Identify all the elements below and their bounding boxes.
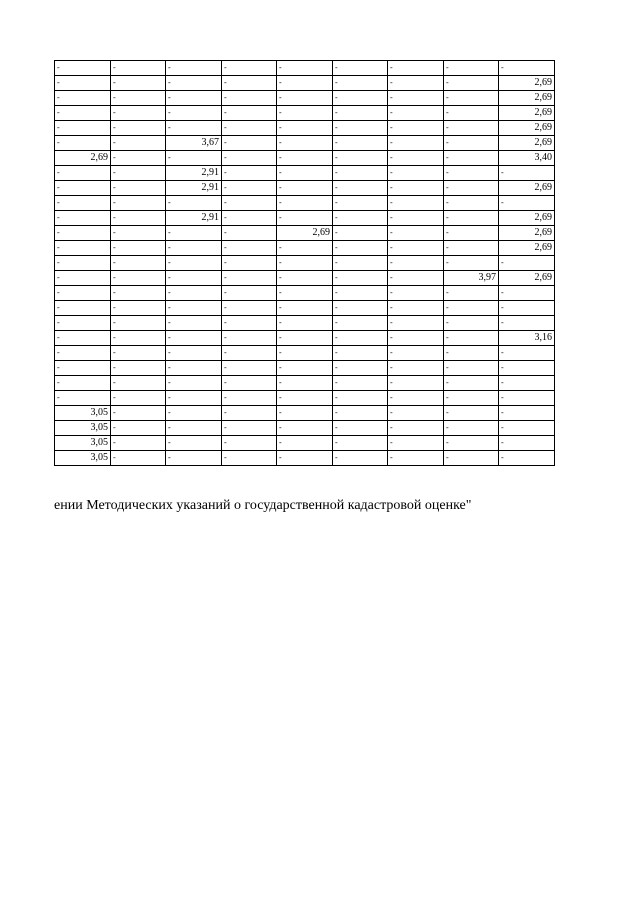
table-cell: -: [222, 211, 277, 226]
table-cell: -: [333, 271, 388, 286]
table-cell: -: [111, 421, 166, 436]
table-cell: -: [111, 121, 166, 136]
table-row: [55, 271, 555, 286]
table-cell: -: [388, 286, 444, 301]
table-cell: 2,69: [499, 91, 555, 106]
table-cell: -: [388, 361, 444, 376]
table-cell: -: [55, 136, 111, 151]
table-cell: 2,69: [277, 226, 333, 241]
table-cell: -: [333, 256, 388, 271]
table-row: [55, 346, 555, 361]
table-cell: -: [222, 121, 277, 136]
table-cell: -: [444, 436, 499, 451]
table-row: [55, 316, 555, 331]
table-cell: -: [277, 361, 333, 376]
table-cell: -: [388, 301, 444, 316]
table-cell: -: [388, 271, 444, 286]
table-cell: -: [277, 211, 333, 226]
table-cell: -: [111, 166, 166, 181]
table-cell: -: [166, 436, 222, 451]
table-cell: -: [55, 226, 111, 241]
table-cell: -: [388, 316, 444, 331]
table-cell: -: [222, 271, 277, 286]
table-cell: -: [388, 346, 444, 361]
table-cell: -: [333, 211, 388, 226]
table-cell: -: [277, 76, 333, 91]
table-cell: -: [444, 286, 499, 301]
table-cell: -: [222, 451, 277, 466]
table-cell: -: [333, 226, 388, 241]
table-cell: -: [55, 61, 111, 76]
table-cell: -: [166, 196, 222, 211]
table-cell: -: [166, 376, 222, 391]
table-cell: -: [444, 106, 499, 121]
table-cell: -: [388, 376, 444, 391]
table-cell: -: [55, 316, 111, 331]
table-cell: 2,69: [499, 181, 555, 196]
table-cell: -: [333, 151, 388, 166]
table-cell: -: [444, 391, 499, 406]
table-cell: -: [222, 391, 277, 406]
table-row: [55, 61, 555, 76]
table-cell: -: [388, 331, 444, 346]
table-cell: -: [111, 151, 166, 166]
table-cell: -: [444, 316, 499, 331]
table-cell: -: [277, 451, 333, 466]
table-cell: -: [277, 301, 333, 316]
table-cell: -: [111, 346, 166, 361]
table-cell: -: [444, 181, 499, 196]
table-cell: 2,69: [499, 121, 555, 136]
table-cell: 2,91: [166, 181, 222, 196]
table-cell: -: [333, 376, 388, 391]
table-cell: -: [388, 91, 444, 106]
table-cell: -: [222, 436, 277, 451]
table-cell: -: [499, 346, 555, 361]
table-cell: -: [333, 331, 388, 346]
table-cell: -: [444, 76, 499, 91]
table-cell: -: [55, 76, 111, 91]
data-table: [54, 60, 555, 466]
table-row: [55, 286, 555, 301]
table-cell: -: [388, 196, 444, 211]
table-cell: -: [277, 91, 333, 106]
table-row: [55, 136, 555, 151]
table-cell: -: [388, 151, 444, 166]
table-cell: -: [388, 256, 444, 271]
table-cell: -: [222, 151, 277, 166]
table-cell: -: [166, 91, 222, 106]
table-cell: -: [166, 121, 222, 136]
table-cell: -: [277, 331, 333, 346]
table-cell: -: [444, 451, 499, 466]
table-row: [55, 91, 555, 106]
table-cell: 3,05: [55, 406, 111, 421]
table-cell: -: [222, 421, 277, 436]
table-cell: -: [55, 391, 111, 406]
table-cell: -: [55, 286, 111, 301]
table-cell: -: [222, 106, 277, 121]
table-cell: -: [222, 241, 277, 256]
table-cell: -: [444, 256, 499, 271]
table-cell: -: [277, 271, 333, 286]
table-cell: -: [166, 421, 222, 436]
table-cell: -: [277, 316, 333, 331]
table-cell: -: [388, 211, 444, 226]
table-cell: -: [499, 286, 555, 301]
table-cell: -: [333, 91, 388, 106]
table-cell: -: [444, 421, 499, 436]
table-cell: -: [222, 316, 277, 331]
table-cell: -: [333, 346, 388, 361]
table-cell: -: [499, 421, 555, 436]
table-cell: -: [444, 241, 499, 256]
table-cell: -: [111, 436, 166, 451]
table-cell: -: [55, 121, 111, 136]
table-cell: -: [388, 421, 444, 436]
table-row: [55, 76, 555, 91]
table-cell: -: [444, 211, 499, 226]
table-cell: 2,69: [499, 136, 555, 151]
table-cell: -: [166, 391, 222, 406]
table-cell: -: [333, 451, 388, 466]
table-cell: -: [499, 361, 555, 376]
table-row: [55, 376, 555, 391]
table-cell: -: [166, 346, 222, 361]
table-cell: -: [166, 271, 222, 286]
table-cell: -: [333, 61, 388, 76]
table-cell: -: [277, 391, 333, 406]
table-cell: -: [333, 136, 388, 151]
table-cell: -: [222, 331, 277, 346]
table-cell: -: [55, 271, 111, 286]
table-cell: -: [55, 256, 111, 271]
table-cell: 2,69: [499, 241, 555, 256]
table-cell: -: [55, 166, 111, 181]
table-cell: -: [277, 166, 333, 181]
table-cell: -: [222, 76, 277, 91]
table-cell: -: [111, 406, 166, 421]
table-cell: -: [111, 226, 166, 241]
table-cell: 2,69: [499, 106, 555, 121]
table-row: [55, 451, 555, 466]
table-cell: -: [277, 256, 333, 271]
table-cell: -: [444, 61, 499, 76]
table-cell: -: [388, 406, 444, 421]
table-row: [55, 121, 555, 136]
table-cell: 3,40: [499, 151, 555, 166]
table-cell: -: [277, 151, 333, 166]
table-cell: -: [222, 301, 277, 316]
table-cell: -: [499, 61, 555, 76]
table-cell: -: [222, 286, 277, 301]
table-cell: -: [222, 136, 277, 151]
table-cell: -: [333, 361, 388, 376]
table-cell: -: [222, 376, 277, 391]
table-cell: -: [111, 331, 166, 346]
table-cell: -: [222, 91, 277, 106]
table-cell: -: [333, 196, 388, 211]
table-cell: -: [388, 61, 444, 76]
table-cell: -: [388, 181, 444, 196]
table-cell: -: [388, 121, 444, 136]
table-cell: -: [111, 241, 166, 256]
table-cell: -: [277, 241, 333, 256]
table-cell: -: [333, 241, 388, 256]
table-cell: -: [111, 256, 166, 271]
table-cell: -: [499, 406, 555, 421]
table-cell: -: [55, 346, 111, 361]
table-cell: -: [499, 301, 555, 316]
table-cell: -: [166, 76, 222, 91]
table-cell: -: [222, 256, 277, 271]
table-cell: -: [166, 256, 222, 271]
table-cell: -: [499, 166, 555, 181]
table-row: [55, 106, 555, 121]
table-cell: -: [499, 376, 555, 391]
table-row: [55, 226, 555, 241]
table-cell: -: [111, 91, 166, 106]
table-cell: -: [111, 301, 166, 316]
table-cell: 3,05: [55, 421, 111, 436]
table-row: [55, 166, 555, 181]
table-cell: -: [166, 226, 222, 241]
table-cell: 2,91: [166, 166, 222, 181]
table-cell: 3,05: [55, 436, 111, 451]
table-cell: -: [333, 406, 388, 421]
table-cell: -: [111, 181, 166, 196]
table-cell: -: [444, 91, 499, 106]
footer-text: ении Методических указаний о государственной кадастровой оценке": [54, 498, 472, 513]
table-cell: -: [333, 76, 388, 91]
table-cell: 2,91: [166, 211, 222, 226]
table-cell: 2,69: [499, 211, 555, 226]
table-cell: -: [444, 136, 499, 151]
table-cell: -: [111, 376, 166, 391]
table-cell: 3,05: [55, 451, 111, 466]
table-cell: -: [388, 136, 444, 151]
table-row: [55, 256, 555, 271]
table-cell: -: [277, 61, 333, 76]
table-cell: -: [444, 166, 499, 181]
table-cell: -: [444, 226, 499, 241]
table-cell: -: [333, 421, 388, 436]
table-cell: -: [111, 286, 166, 301]
table-cell: -: [55, 376, 111, 391]
table-cell: -: [111, 61, 166, 76]
table-cell: -: [333, 166, 388, 181]
table-cell: -: [499, 256, 555, 271]
table-cell: -: [333, 436, 388, 451]
table-cell: -: [222, 61, 277, 76]
table-cell: -: [277, 136, 333, 151]
table-row: [55, 436, 555, 451]
table-cell: -: [222, 181, 277, 196]
table-cell: -: [277, 286, 333, 301]
table-row: [55, 211, 555, 226]
table-cell: -: [166, 406, 222, 421]
table-cell: -: [55, 106, 111, 121]
table-cell: -: [444, 196, 499, 211]
table-row: [55, 421, 555, 436]
table-cell: -: [277, 376, 333, 391]
table-cell: -: [444, 346, 499, 361]
table-cell: -: [444, 331, 499, 346]
table-cell: -: [499, 316, 555, 331]
table-cell: -: [166, 316, 222, 331]
table-cell: -: [111, 391, 166, 406]
table-cell: -: [111, 76, 166, 91]
table-cell: -: [499, 436, 555, 451]
table-cell: -: [222, 196, 277, 211]
table-cell: -: [55, 241, 111, 256]
table-cell: -: [166, 241, 222, 256]
table-cell: 2,69: [499, 76, 555, 91]
table-cell: -: [111, 361, 166, 376]
table-row: [55, 151, 555, 166]
table-cell: -: [166, 301, 222, 316]
table-row: [55, 331, 555, 346]
table-cell: -: [333, 301, 388, 316]
table-cell: -: [444, 301, 499, 316]
table-cell: -: [222, 406, 277, 421]
table-cell: -: [166, 61, 222, 76]
table-cell: -: [388, 391, 444, 406]
table-cell: 2,69: [499, 226, 555, 241]
table-cell: -: [111, 196, 166, 211]
table-cell: -: [166, 361, 222, 376]
table-cell: -: [166, 106, 222, 121]
table-cell: -: [166, 451, 222, 466]
table-cell: -: [277, 196, 333, 211]
table-row: [55, 361, 555, 376]
table-row: [55, 391, 555, 406]
table-cell: -: [388, 76, 444, 91]
table-cell: -: [444, 376, 499, 391]
table-row: [55, 406, 555, 421]
table-cell: -: [388, 436, 444, 451]
table-cell: -: [388, 166, 444, 181]
table-cell: -: [111, 451, 166, 466]
table-cell: -: [277, 121, 333, 136]
table-cell: -: [111, 106, 166, 121]
table-cell: -: [111, 136, 166, 151]
table-cell: -: [333, 121, 388, 136]
table-cell: -: [444, 151, 499, 166]
table-cell: -: [166, 331, 222, 346]
table-cell: -: [444, 121, 499, 136]
table-cell: -: [55, 91, 111, 106]
table-cell: -: [499, 196, 555, 211]
table-row: [55, 301, 555, 316]
table-cell: -: [277, 421, 333, 436]
table-cell: -: [111, 316, 166, 331]
table-cell: -: [222, 346, 277, 361]
table-cell: -: [55, 211, 111, 226]
table-cell: -: [333, 391, 388, 406]
table-cell: -: [166, 151, 222, 166]
table-cell: 2,69: [55, 151, 111, 166]
table-cell: -: [388, 451, 444, 466]
table-body: [55, 61, 555, 466]
table-cell: -: [55, 361, 111, 376]
table-cell: -: [388, 226, 444, 241]
table-cell: -: [55, 331, 111, 346]
table-cell: -: [111, 271, 166, 286]
table-row: [55, 241, 555, 256]
table-cell: -: [333, 181, 388, 196]
table-row: [55, 196, 555, 211]
table-cell: 3,97: [444, 271, 499, 286]
table-cell: 3,67: [166, 136, 222, 151]
table-cell: -: [222, 361, 277, 376]
table-cell: -: [111, 211, 166, 226]
table-cell: -: [55, 196, 111, 211]
table-cell: -: [333, 316, 388, 331]
table-cell: -: [499, 391, 555, 406]
table-cell: -: [222, 166, 277, 181]
table-cell: -: [277, 406, 333, 421]
table-row: [55, 181, 555, 196]
table-cell: -: [55, 301, 111, 316]
table-cell: -: [277, 346, 333, 361]
table-cell: 3,16: [499, 331, 555, 346]
table-cell: -: [444, 406, 499, 421]
table-cell: -: [277, 436, 333, 451]
table-cell: -: [277, 181, 333, 196]
table-cell: -: [222, 226, 277, 241]
table-cell: -: [388, 106, 444, 121]
table-cell: -: [55, 181, 111, 196]
table-cell: -: [333, 106, 388, 121]
table-cell: -: [277, 106, 333, 121]
table-cell: -: [166, 286, 222, 301]
table-cell: -: [499, 451, 555, 466]
table-cell: -: [388, 241, 444, 256]
table-cell: -: [444, 361, 499, 376]
table-cell: 2,69: [499, 271, 555, 286]
table-cell: -: [333, 286, 388, 301]
